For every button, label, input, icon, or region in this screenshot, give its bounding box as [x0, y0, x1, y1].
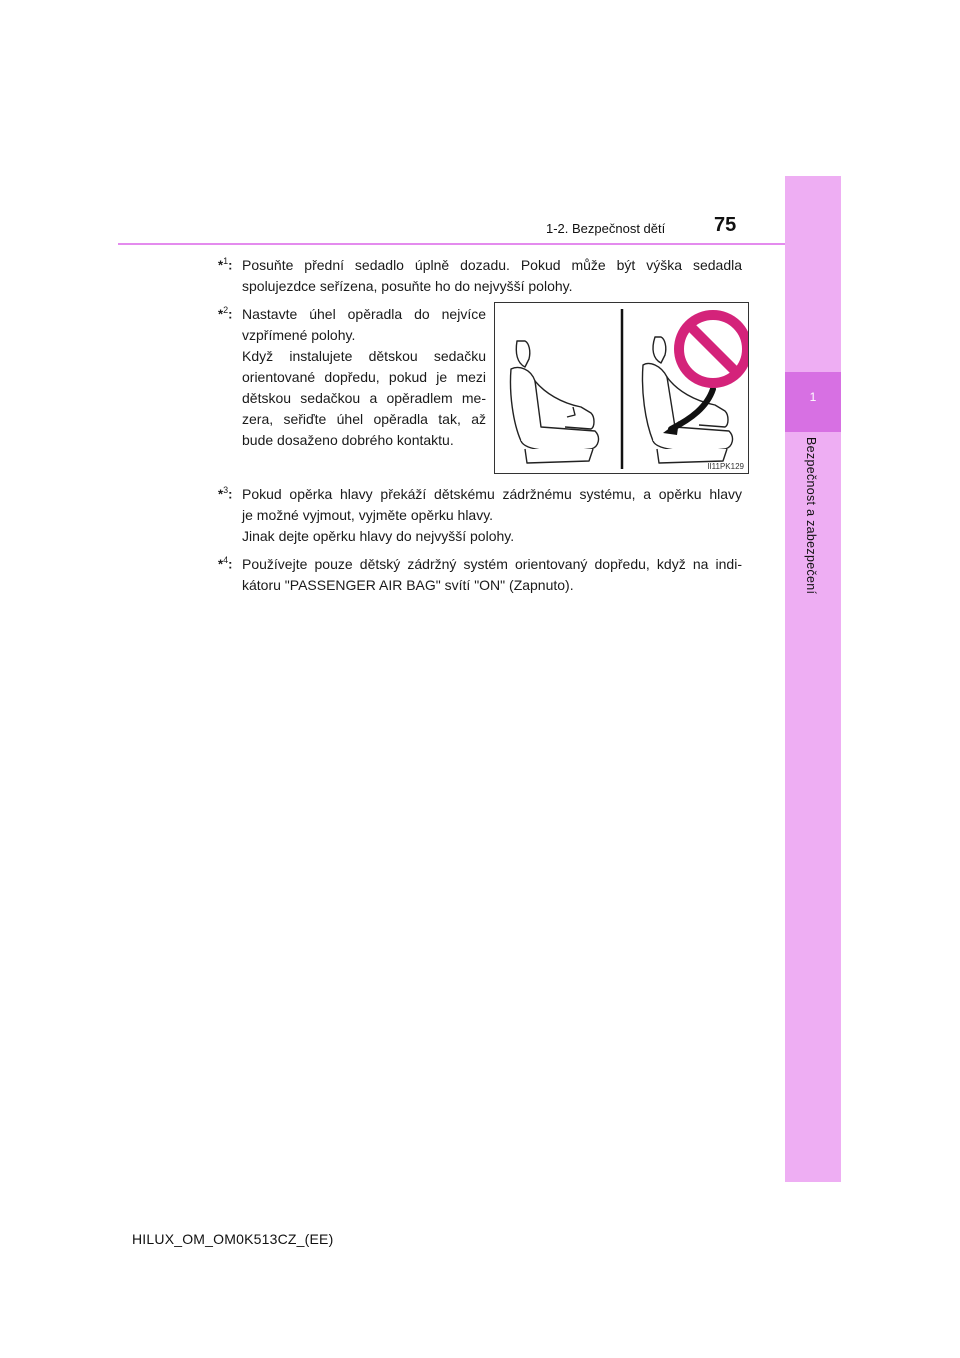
- note-line: Když instalujete dětskou sedačku: [242, 348, 486, 364]
- note-1: [218, 255, 742, 297]
- note-2: [218, 304, 486, 451]
- header-rule: [118, 243, 785, 245]
- note-line: spolujezdce seřízena, posuňte ho do nejvyšší polohy.: [242, 278, 573, 294]
- section-title: 1-2. Bezpečnost dětí: [546, 221, 666, 236]
- note-marker: *$^1$:: [218, 256, 233, 273]
- note-line: dětskou sedačkou a opěradlem me-: [242, 390, 486, 406]
- prohibited-icon: [679, 315, 747, 383]
- seat-illustration-svg: [495, 303, 748, 473]
- page-number: 75: [714, 214, 737, 236]
- chapter-number: 1: [809, 390, 817, 404]
- note-line: Používejte pouze dětský zádržný systém orientovaný dopředu, když na indi-: [242, 556, 742, 572]
- note-line: zera, seřiďte úhel opěradla tak, až: [242, 411, 486, 427]
- note-line: kátoru "PASSENGER AIR BAG" svítí "ON" (Zapnuto).: [242, 577, 574, 593]
- note-4: [218, 554, 742, 596]
- note-line: Pokud opěrka hlavy překáží dětskému zádržnému systému, a opěrku hlavy: [242, 486, 742, 502]
- seat-icon: [510, 341, 598, 463]
- note-line: vzpřímené polohy.: [242, 327, 356, 343]
- figure-code: II11PK129: [707, 462, 744, 471]
- document-id: HILUX_OM_OM0K513CZ_(EE): [132, 1231, 334, 1247]
- chapter-side-tab: [785, 176, 841, 1182]
- note-marker: *$^4$:: [218, 555, 233, 572]
- note-3: [218, 484, 742, 547]
- note-marker: *$^3$:: [218, 485, 233, 502]
- note-line: Posuňte přední sedadlo úplně dozadu. Pokud může být výška sedadla: [242, 257, 742, 273]
- note-marker: *$^2$:: [218, 305, 233, 322]
- note-line: bude dosaženo dobrého kontaktu.: [242, 432, 454, 448]
- note-line: Jinak dejte opěrku hlavy do nejvyšší polohy.: [242, 528, 515, 544]
- chapter-label: Bezpečnost a zabezpečení: [804, 437, 818, 595]
- note-line: je možné vyjmout, vyjměte opěrku hlavy.: [242, 507, 494, 523]
- note-line: Nastavte úhel opěradla do nejvíce: [242, 306, 486, 322]
- note-line: orientované dopředu, pokud je mezi: [242, 369, 486, 385]
- seat-illustration: [494, 302, 749, 474]
